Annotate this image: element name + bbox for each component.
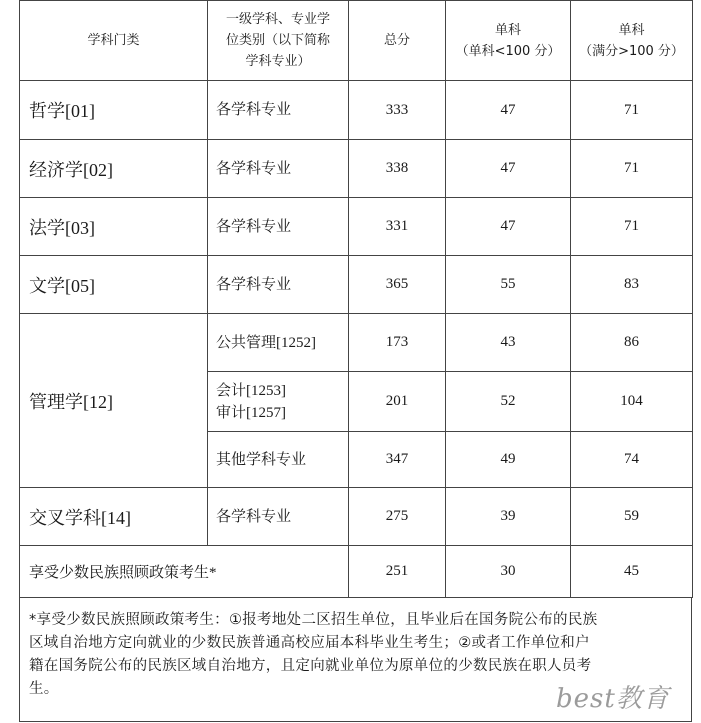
header-total: 总分 bbox=[349, 1, 446, 81]
header-row bbox=[20, 1, 693, 81]
total-score-cell: 201 bbox=[349, 372, 446, 432]
table-row bbox=[20, 81, 693, 140]
single-gt100-cell: 104 bbox=[571, 372, 693, 432]
total-score-cell: 251 bbox=[349, 546, 446, 598]
subject-cell: 各学科专业 bbox=[208, 256, 349, 314]
total-score-cell: 331 bbox=[349, 198, 446, 256]
table-row bbox=[20, 198, 693, 256]
total-score-cell: 275 bbox=[349, 488, 446, 546]
total-score-cell: 333 bbox=[349, 81, 446, 140]
score-table-container bbox=[19, 0, 692, 722]
table-row bbox=[20, 256, 693, 314]
single-lt100-cell: 55 bbox=[446, 256, 571, 314]
header-subject-line: 一级学科、专业学 bbox=[225, 12, 330, 27]
single-gt100-cell: 71 bbox=[571, 140, 693, 198]
single-lt100-cell: 30 bbox=[446, 546, 571, 598]
watermark: best教育 bbox=[556, 684, 670, 714]
single-gt100-cell: 74 bbox=[571, 432, 693, 488]
header-single-line: （满分>100 分） bbox=[579, 43, 684, 59]
footnote-line: 籍在国务院公布的民族区域自治地方，且定向就业单位为原单位的少数民族在职人员考 bbox=[29, 658, 592, 674]
subject-cell bbox=[208, 372, 349, 432]
subject-line: 会计[1253] bbox=[216, 382, 286, 399]
single-gt100-cell: 71 bbox=[571, 198, 693, 256]
header-subject-line: 位类别（以下简称 bbox=[225, 33, 330, 48]
footnote-line: *享受少数民族照顾政策考生：①报考地处二区招生单位，且毕业后在国务院公布的民族 bbox=[29, 612, 598, 628]
minority-row bbox=[20, 546, 693, 598]
category-cell: 文学[05] bbox=[20, 256, 208, 314]
subject-cell bbox=[208, 432, 349, 488]
single-lt100-cell: 43 bbox=[446, 314, 571, 372]
footnote-line: 生。 bbox=[29, 681, 59, 697]
subject-line: 公共管理[1252] bbox=[216, 334, 316, 351]
single-lt100-cell: 49 bbox=[446, 432, 571, 488]
footnote-line: 区域自治地方定向就业的少数民族普通高校应届本科毕业生考生；②或者工作单位和户 bbox=[29, 635, 590, 651]
single-lt100-cell: 47 bbox=[446, 198, 571, 256]
total-score-cell: 347 bbox=[349, 432, 446, 488]
single-lt100-cell: 39 bbox=[446, 488, 571, 546]
header-single-lt100 bbox=[446, 1, 571, 81]
total-score-cell: 365 bbox=[349, 256, 446, 314]
single-lt100-cell: 52 bbox=[446, 372, 571, 432]
single-gt100-cell: 71 bbox=[571, 81, 693, 140]
header-single-line: 单科 bbox=[618, 22, 645, 38]
subject-cell: 各学科专业 bbox=[208, 81, 349, 140]
single-gt100-cell: 83 bbox=[571, 256, 693, 314]
score-table bbox=[19, 0, 693, 598]
single-gt100-cell: 45 bbox=[571, 546, 693, 598]
total-score-cell: 173 bbox=[349, 314, 446, 372]
category-cell: 管理学[12] bbox=[20, 314, 208, 488]
category-cell: 交叉学科[14] bbox=[20, 488, 208, 546]
single-gt100-cell: 59 bbox=[571, 488, 693, 546]
table-row bbox=[20, 314, 693, 372]
single-gt100-cell: 86 bbox=[571, 314, 693, 372]
header-single-line: 单科 bbox=[494, 22, 521, 38]
category-cell: 哲学[01] bbox=[20, 81, 208, 140]
subject-line: 审计[1257] bbox=[216, 404, 286, 421]
single-lt100-cell: 47 bbox=[446, 140, 571, 198]
subject-cell: 各学科专业 bbox=[208, 140, 349, 198]
header-single-line: （单科<100 分） bbox=[455, 43, 561, 59]
subject-cell: 各学科专业 bbox=[208, 198, 349, 256]
category-cell: 经济学[02] bbox=[20, 140, 208, 198]
subject-line: 其他学科专业 bbox=[216, 451, 307, 468]
header-subject-line: 学科专业） bbox=[245, 54, 311, 69]
minority-label-cell: 享受少数民族照顾政策考生* bbox=[20, 546, 349, 598]
header-single-gt100 bbox=[571, 1, 693, 81]
single-lt100-cell: 47 bbox=[446, 81, 571, 140]
subject-cell bbox=[208, 314, 349, 372]
table-row bbox=[20, 140, 693, 198]
table-row bbox=[20, 488, 693, 546]
category-cell: 法学[03] bbox=[20, 198, 208, 256]
total-score-cell: 338 bbox=[349, 140, 446, 198]
header-subject bbox=[208, 1, 349, 81]
header-category: 学科门类 bbox=[20, 1, 208, 81]
subject-cell: 各学科专业 bbox=[208, 488, 349, 546]
